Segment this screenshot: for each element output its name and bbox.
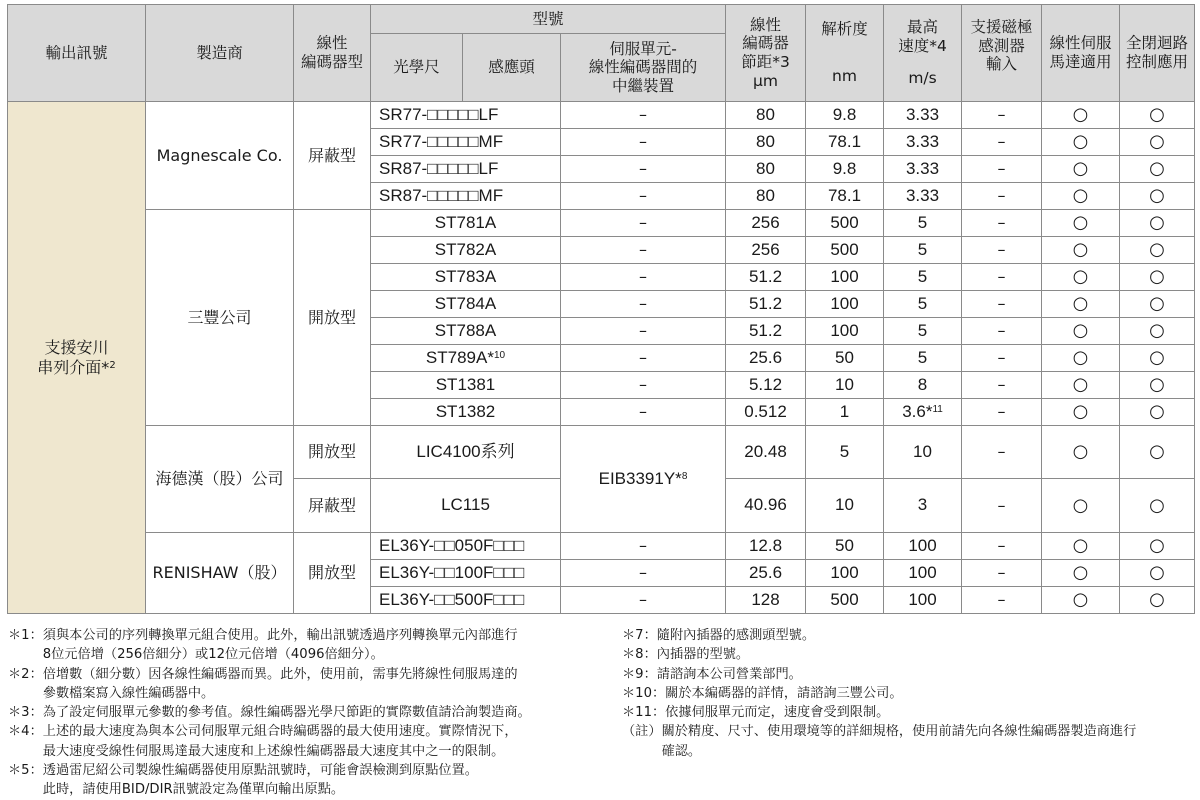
pitch-cell: 40.96 [726, 479, 806, 533]
speed-cell: 10 [884, 426, 962, 479]
footnote-9: ＊9： 請諮詢本公司營業部門。 [622, 666, 802, 682]
resolution-cell: 500 [806, 587, 884, 614]
footnote-11: ＊11： 依據伺服單元而定，速度會受到限制。 [622, 705, 890, 721]
motor-cell: ○ [1042, 399, 1120, 426]
closed-loop-cell: ○ [1120, 102, 1195, 129]
pitch-cell: 51.2 [726, 291, 806, 318]
relay-cell: – [561, 399, 726, 426]
speed-cell: 5 [884, 210, 962, 237]
resolution-cell: 500 [806, 237, 884, 264]
footnote-5: ＊5： 透過雷尼紹公司製線性編碼器使用原點訊號時，可能會誤檢測到原點位置。 此時，請使用BID/DIR訊號設定為僅單向輸出原點。 [8, 763, 478, 798]
footnote-remark: （註） 關於精度、尺寸、使用環境等的詳細規格，使用前請先向各線性編碼器製造商進行 確認。 [622, 724, 1137, 759]
speed-cell: 3.33 [884, 156, 962, 183]
table-row [8, 426, 1195, 479]
table-row [8, 102, 1195, 129]
closed-loop-cell: ○ [1120, 560, 1195, 587]
resolution-cell: 50 [806, 533, 884, 560]
model-cell: SR87-□□□□□MF [371, 183, 561, 210]
header-closed-loop: 全閉迴路 控制應用 [1120, 5, 1195, 102]
motor-cell: ○ [1042, 560, 1120, 587]
hall-cell: – [962, 479, 1042, 533]
hall-cell: – [962, 345, 1042, 372]
header-linear-motor: 線性伺服 馬達適用 [1042, 5, 1120, 102]
motor-cell: ○ [1042, 156, 1120, 183]
speed-cell: 5 [884, 345, 962, 372]
type-heidenhain-open: 開放型 [294, 426, 371, 479]
closed-loop-cell: ○ [1120, 399, 1195, 426]
maker-heidenhain: 海德漢（股）公司 [146, 426, 294, 533]
motor-cell: ○ [1042, 291, 1120, 318]
closed-loop-cell: ○ [1120, 156, 1195, 183]
hall-cell: – [962, 264, 1042, 291]
table-row [8, 533, 1195, 560]
relay-cell: – [561, 533, 726, 560]
footnote-7: ＊7： 隨附內插器的感測頭型號。 [622, 628, 816, 643]
header-relay-device: 伺服單元- 線性編碼器間的 中繼裝置 [561, 34, 726, 102]
relay-cell: – [561, 156, 726, 183]
footnote-3: ＊3： 為了設定伺服單元參數的參考值。線性編碼器光學尺節距的實際數值請洽詢製造商。 [8, 705, 531, 721]
speed-cell: 3.6*$^{11}$ [884, 399, 962, 426]
closed-loop-cell: ○ [1120, 183, 1195, 210]
model-cell: ST788A [371, 318, 561, 345]
relay-cell: – [561, 587, 726, 614]
closed-loop-cell: ○ [1120, 318, 1195, 345]
header-sensor-head: 感應頭 [463, 34, 561, 102]
motor-cell: ○ [1042, 318, 1120, 345]
model-cell: LIC4100系列 [371, 426, 561, 479]
model-cell: SR77-□□□□□LF [371, 102, 561, 129]
header-hall-sensor: 支援磁極 感測器 輸入 [962, 5, 1042, 102]
closed-loop-cell: ○ [1120, 587, 1195, 614]
pitch-cell: 51.2 [726, 318, 806, 345]
relay-cell: – [561, 264, 726, 291]
model-cell: LC115 [371, 479, 561, 533]
relay-cell: – [561, 237, 726, 264]
speed-cell: 100 [884, 533, 962, 560]
closed-loop-cell: ○ [1120, 291, 1195, 318]
speed-cell: 5 [884, 318, 962, 345]
hall-cell: – [962, 560, 1042, 587]
relay-cell: – [561, 318, 726, 345]
maker-magnescale: Magnescale Co. [146, 102, 294, 210]
header-encoder-type: 線性 編碼器型 [294, 5, 371, 102]
motor-cell: ○ [1042, 102, 1120, 129]
resolution-cell: 100 [806, 318, 884, 345]
footnote-8: ＊8： 內插器的型號。 [622, 647, 750, 663]
hall-cell: – [962, 183, 1042, 210]
closed-loop-cell: ○ [1120, 426, 1195, 479]
pitch-cell: 12.8 [726, 533, 806, 560]
pitch-cell: 80 [726, 156, 806, 183]
model-cell: ST1382 [371, 399, 561, 426]
footnote-1: ＊1： 須與本公司的序列轉換單元組合使用。此外，輸出訊號透過序列轉換單元內部進行 8位元倍增（256倍細分）或12位元倍增（4096倍細分）。 [8, 628, 518, 663]
resolution-cell: 9.8 [806, 102, 884, 129]
table-row [8, 210, 1195, 237]
pitch-cell: 51.2 [726, 264, 806, 291]
motor-cell: ○ [1042, 237, 1120, 264]
relay-cell: – [561, 345, 726, 372]
resolution-cell: 1 [806, 399, 884, 426]
model-cell: ST783A [371, 264, 561, 291]
motor-cell: ○ [1042, 129, 1120, 156]
header-manufacturer: 製造商 [146, 5, 294, 102]
pitch-cell: 80 [726, 129, 806, 156]
speed-cell: 3.33 [884, 102, 962, 129]
model-cell: ST781A [371, 210, 561, 237]
closed-loop-cell: ○ [1120, 210, 1195, 237]
pitch-cell: 256 [726, 237, 806, 264]
motor-cell: ○ [1042, 479, 1120, 533]
footnote-4: ＊4： 上述的最大速度為與本公司伺服單元組合時編碼器的最大使用速度。實際情況下， 最大速度受線性伺服馬達最大速度和上述線性編碼器最大速度其中之一的限制。 [8, 724, 518, 759]
type-heidenhain-shield: 屏蔽型 [294, 479, 371, 533]
resolution-cell: 100 [806, 264, 884, 291]
model-cell: ST784A [371, 291, 561, 318]
resolution-cell: 50 [806, 345, 884, 372]
pitch-cell: 25.6 [726, 345, 806, 372]
closed-loop-cell: ○ [1120, 533, 1195, 560]
hall-cell: – [962, 318, 1042, 345]
resolution-cell: 500 [806, 210, 884, 237]
speed-cell: 100 [884, 587, 962, 614]
motor-cell: ○ [1042, 345, 1120, 372]
model-cell: SR87-□□□□□LF [371, 156, 561, 183]
closed-loop-cell: ○ [1120, 129, 1195, 156]
hall-cell: – [962, 372, 1042, 399]
relay-cell: – [561, 183, 726, 210]
resolution-cell: 100 [806, 291, 884, 318]
footnotes-left [8, 626, 608, 800]
pitch-cell: 80 [726, 183, 806, 210]
compatibility-table [7, 4, 1195, 614]
relay-cell: – [561, 560, 726, 587]
resolution-cell: 10 [806, 372, 884, 399]
header-resolution: 解析度 nm [806, 5, 884, 102]
resolution-cell: 5 [806, 426, 884, 479]
maker-renishaw: RENISHAW（股） [146, 533, 294, 614]
type-sanfeng: 開放型 [294, 210, 371, 426]
relay-cell: – [561, 210, 726, 237]
relay-cell: – [561, 291, 726, 318]
pitch-cell: 256 [726, 210, 806, 237]
hall-cell: – [962, 533, 1042, 560]
hall-cell: – [962, 237, 1042, 264]
pitch-cell: 5.12 [726, 372, 806, 399]
resolution-cell: 78.1 [806, 129, 884, 156]
header-pitch: 線性 編碼器 節距*3 μm [726, 5, 806, 102]
header-optical-scale: 光學尺 [371, 34, 463, 102]
relay-cell-eib: EIB3391Y*$^8$ [561, 426, 726, 533]
pitch-cell: 80 [726, 102, 806, 129]
resolution-cell: 10 [806, 479, 884, 533]
relay-cell: – [561, 102, 726, 129]
speed-cell: 100 [884, 560, 962, 587]
model-cell: EL36Y-□□100F□□□ [371, 560, 561, 587]
header-output-signal: 輸出訊號 [8, 5, 146, 102]
pitch-cell: 25.6 [726, 560, 806, 587]
output-signal-cell: 支援安川 串列介面*$^2$ [8, 102, 146, 614]
speed-cell: 3.33 [884, 183, 962, 210]
closed-loop-cell: ○ [1120, 264, 1195, 291]
hall-cell: – [962, 291, 1042, 318]
relay-cell: – [561, 129, 726, 156]
speed-cell: 5 [884, 237, 962, 264]
speed-cell: 5 [884, 264, 962, 291]
motor-cell: ○ [1042, 426, 1120, 479]
type-renishaw: 開放型 [294, 533, 371, 614]
header-model: 型號 [371, 5, 726, 34]
header-max-speed: 最高 速度*4 m/s [884, 5, 962, 102]
maker-sanfeng: 三豐公司 [146, 210, 294, 426]
model-cell: ST1381 [371, 372, 561, 399]
closed-loop-cell: ○ [1120, 372, 1195, 399]
motor-cell: ○ [1042, 264, 1120, 291]
hall-cell: – [962, 587, 1042, 614]
relay-cell: – [561, 372, 726, 399]
pitch-cell: 128 [726, 587, 806, 614]
motor-cell: ○ [1042, 210, 1120, 237]
resolution-cell: 100 [806, 560, 884, 587]
type-magnescale: 屏蔽型 [294, 102, 371, 210]
motor-cell: ○ [1042, 183, 1120, 210]
model-cell: EL36Y-□□050F□□□ [371, 533, 561, 560]
model-cell: ST782A [371, 237, 561, 264]
footnote-10: ＊10： 關於本編碼器的詳情，請諮詢三豐公司。 [622, 685, 903, 701]
model-cell: EL36Y-□□500F□□□ [371, 587, 561, 614]
hall-cell: – [962, 129, 1042, 156]
motor-cell: ○ [1042, 533, 1120, 560]
model-cell: ST789A*$^{10}$ [371, 345, 561, 372]
pitch-cell: 0.512 [726, 399, 806, 426]
speed-cell: 5 [884, 291, 962, 318]
speed-cell: 8 [884, 372, 962, 399]
resolution-cell: 9.8 [806, 156, 884, 183]
speed-cell: 3 [884, 479, 962, 533]
hall-cell: – [962, 156, 1042, 183]
motor-cell: ○ [1042, 587, 1120, 614]
hall-cell: – [962, 426, 1042, 479]
footnote-2: ＊2： 倍增數（細分數）因各線性編碼器而異。此外，使用前，需事先將線性伺服馬達的 參數檔案寫入線性編碼器中。 [8, 666, 518, 701]
closed-loop-cell: ○ [1120, 345, 1195, 372]
model-cell: SR77-□□□□□MF [371, 129, 561, 156]
speed-cell: 3.33 [884, 129, 962, 156]
motor-cell: ○ [1042, 372, 1120, 399]
hall-cell: – [962, 102, 1042, 129]
pitch-cell: 20.48 [726, 426, 806, 479]
resolution-cell: 78.1 [806, 183, 884, 210]
closed-loop-cell: ○ [1120, 479, 1195, 533]
closed-loop-cell: ○ [1120, 237, 1195, 264]
footnotes-right [622, 626, 1197, 761]
hall-cell: – [962, 399, 1042, 426]
hall-cell: – [962, 210, 1042, 237]
